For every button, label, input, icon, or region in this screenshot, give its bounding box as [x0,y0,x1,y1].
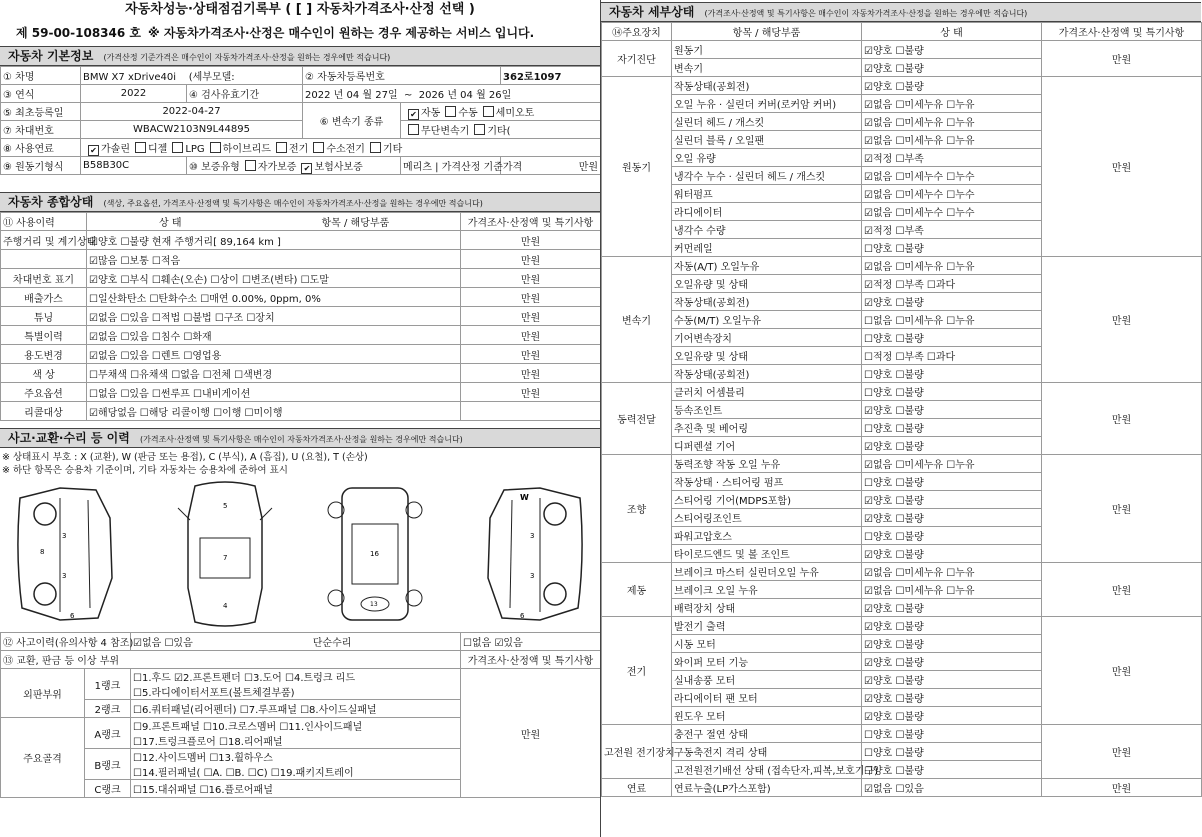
detail-group-name: 동력전달 [602,383,672,455]
detail-item: 작동상태(공회전) [672,77,862,95]
detail-price-unit: 만원 [1042,77,1202,257]
car-side-right-diagram [450,478,600,630]
warranty-label: ⑩ 보증유형 [189,161,240,173]
svg-text:3: 3 [530,572,535,580]
detail-item: 추진축 및 베어링 [672,419,862,437]
detail-row [602,617,1202,635]
detail-item: 파워고압호스 [672,527,862,545]
accident-table [0,632,601,798]
col-item: 항목 / 해당부품 [321,218,390,229]
fuel-etc-checkbox[interactable] [370,142,381,153]
detail-item: 라디에이터 팬 모터 [672,689,862,707]
exchange-label: ⑬ 교환, 판금 등 이상 부위 [1,651,461,669]
main-frame-label: 주요골격 [1,718,85,798]
detail-state: ☑양호 ☐불량 [862,617,1042,635]
detail-item: 기어변속장치 [672,329,862,347]
detail-row [602,725,1202,743]
rankB-items-cell [131,749,461,780]
detail-state: ☐양호 ☐불량 [862,725,1042,743]
overall-text: ☑많음 ☐보통 ☐적음 [87,250,461,269]
detail-price-unit: 만원 [1042,257,1202,383]
detail-item: 작동상태(공회전) [672,293,862,311]
detail-item: 자동(A/T) 오일누유 [672,257,862,275]
overall-row [1,402,601,421]
fuel-hydrogen-checkbox[interactable] [313,142,324,153]
detail-row [602,383,1202,401]
detail-price-unit: 만원 [1042,617,1202,725]
detail-item: 원동기 [672,41,862,59]
overall-price: 만원 [461,383,601,402]
rankA-items-cell [131,718,461,749]
detail-state: ☐없음 ☐미세누유 ☐누유 [862,311,1042,329]
detail-state: ☑적정 ☐부족 [862,221,1042,239]
detail-item: 충전구 절연 상태 [672,725,862,743]
fuel-hybrid-label: 하이브리드 [222,143,271,155]
warranty-self-label: 자가보증 [257,161,297,173]
car-top-diagram [150,478,300,630]
accident-history-cell [131,633,461,651]
fuel-ev-checkbox[interactable] [276,142,287,153]
trans-etc-checkbox[interactable] [474,124,485,135]
col-price: 가격조사·산정액 및 특기사항 [461,213,601,231]
detail-price-unit: 만원 [1042,725,1202,779]
fuel-opts [81,139,601,157]
detail-item: 오일 누유 · 실린더 커버(로커암 커버) [672,95,862,113]
accident-price-unit: 만원 [461,669,601,798]
detail-item: 디퍼렌셜 기어 [672,437,862,455]
detail-item: 발전기 출력 [672,617,862,635]
detail-item: 실린더 블록 / 오일팬 [672,131,862,149]
detail-item: 실내송풍 모터 [672,671,862,689]
detail-state: ☐양호 ☐불량 [862,743,1042,761]
detail-group-name: 자기진단 [602,41,672,77]
detail-price-unit: 만원 [1042,563,1202,617]
detail-col-price: 가격조사·산정액 및 특기사항 [1042,23,1202,41]
svg-text:4: 4 [223,602,228,610]
rankB-items: ☐12.사이드멤버 ☐13.휠하우스 [133,753,273,764]
overall-row [1,345,601,364]
detail-state: ☑양호 ☐불량 [862,635,1042,653]
detail-state: ☐양호 ☐불량 [862,527,1042,545]
svg-text:7: 7 [223,554,228,562]
doc-number-row [0,22,600,44]
overall-price: 만원 [461,231,601,250]
detail-item: 워터펌프 [672,185,862,203]
valid-to: 2026 년 04 월 26일 [418,90,512,101]
simple-repair-label: 단순수리 [312,638,352,649]
car-name-cell [81,67,303,85]
overall-row [1,250,601,269]
detail-item: 실린더 헤드 / 개스킷 [672,113,862,131]
reg-no-label: ② 자동차등록번호 [303,67,501,85]
detail-state: ☐양호 ☐불량 [862,761,1042,779]
detail-item: 브레이크 마스터 실린더오일 누유 [672,563,862,581]
detail-item: 시동 모터 [672,635,862,653]
svg-text:3: 3 [62,572,67,580]
fuel-lpg-label: LPG [185,143,205,155]
overall-price: 만원 [461,345,601,364]
rank2-items: ☐6.쿼터패널(리어펜더) ☐7.루프패널 ☐8.사이드실패널 [131,700,461,718]
detail-item: 고전원전기배선 상태 (접속단자,피복,보호기구) [672,761,862,779]
svg-text:16: 16 [370,550,379,558]
valid-tilde: ~ [403,90,413,101]
overall-text: ☑없음 ☐있음 ☐렌트 ☐영업용 [87,345,461,364]
car-name-label: ① 차명 [1,67,81,85]
detail-group-name: 고전원 전기장치 [602,725,672,779]
detail-item: 구동축전지 격리 상태 [672,743,862,761]
detail-table [601,22,1202,797]
reg-no: 362로1097 [501,67,601,85]
fuel-gasoline-label: 가솔린 [101,143,130,155]
fuel-hybrid-checkbox[interactable] [210,142,221,153]
detail-row [602,257,1202,275]
overall-label: 리콜대상 [1,402,87,421]
svg-text:8: 8 [40,548,45,556]
overall-label: 차대번호 표기 [1,269,87,288]
detail-price-unit: 만원 [1042,383,1202,455]
detail-row [602,563,1202,581]
insurer-name: 메리츠 [403,162,432,173]
detail-item: 오일 유량 [672,149,862,167]
warranty-self-checkbox[interactable] [245,160,256,171]
base-price-cell: 메리츠 | 가격산정 기준가격 [401,157,501,175]
detail-item: 변속기 [672,59,862,77]
overall-text: ☑없음 ☐있음 ☐침수 ☐화재 [87,326,461,345]
fuel-gasoline-checkbox[interactable]: ✔ [88,145,99,156]
svg-text:W: W [520,493,529,502]
detail-item: 수동(M/T) 오일누유 [672,311,862,329]
detail-item: 작동상태 · 스티어링 펌프 [672,473,862,491]
detail-item: 윈도우 모터 [672,707,862,725]
detail-state: ☑양호 ☐불량 [862,545,1042,563]
detail-item: 스티어링조인트 [672,509,862,527]
detail-item: 연료누출(LP가스포함) [672,779,862,797]
detail-state: ☑양호 ☐불량 [862,59,1042,77]
overall-note: (색상, 주요옵션, 가격조사·산정액 및 특기사항은 매수인이 자동차가격조사·산정을 원하는 경우에만 적습니다) [103,199,483,208]
detail-group-name: 연료 [602,779,672,797]
rank2-label: 2랭크 [85,700,131,718]
rank1-items-2: ☐5.라디에이터서포트(볼트체결부품) [133,688,295,699]
detail-state: ☑적정 ☐부족 [862,149,1042,167]
rank1-items-cell [131,669,461,700]
accident-legend-1: ※ 상태표시 부호 : X (교환), W (판금 또는 용접), C (부식), A (흠집), U (요철), T (손상) [2,452,368,463]
overall-row [1,307,601,326]
detail-item: 라디에이터 [672,203,862,221]
year: 2022 [81,85,187,103]
detail-state: ☑없음 ☐미세누유 ☐누유 [862,455,1042,473]
detail-state: ☑양호 ☐불량 [862,599,1042,617]
year-label: ③ 연식 [1,85,81,103]
overall-price: 만원 [461,307,601,326]
fuel-lpg-checkbox[interactable] [172,142,183,153]
detail-item: 스티어링 기어(MDPS포함) [672,491,862,509]
detail-item: 작동상태(공회전) [672,365,862,383]
detail-state: ☑없음 ☐미세누유 ☐누유 [862,581,1042,599]
trans-etc-label: 기타( [487,126,511,137]
detail-state: ☑없음 ☐미세누수 ☐누수 [862,167,1042,185]
detail-state: ☑없음 ☐미세누수 ☐누수 [862,203,1042,221]
detail-header [601,2,1201,22]
rankC-items: ☐15.대쉬패널 ☐16.플로어패널 [131,780,461,798]
detail-state: ☑양호 ☐불량 [862,293,1042,311]
fuel-diesel-label: 디젤 [147,143,168,155]
basic-info-title: 자동차 기본정보 [8,49,94,63]
overall-text: ☐일산화탄소 ☐탄화수소 ☐매연 0.00%, 0ppm, 0% [87,288,461,307]
fuel-ev-label: 전기 [288,143,309,155]
base-price-label: 가격산정 기준가격 [441,162,523,173]
detail-group-name: 원동기 [602,77,672,257]
valid-period [303,85,601,103]
rank1-label: 1랭크 [85,669,131,700]
detail-col-item: 항목 / 해당부품 [672,23,862,41]
detail-state: ☑양호 ☐불량 [862,653,1042,671]
rankC-label: C랭크 [85,780,131,798]
detail-group-name: 전기 [602,617,672,725]
overall-label: 색 상 [1,364,87,383]
trans-semi-label: 세미오토 [495,107,535,119]
detail-item: 오일유량 및 상태 [672,275,862,293]
detail-price-unit: 만원 [1042,41,1202,77]
overall-table [0,212,601,421]
overall-price: 만원 [461,269,601,288]
rankA-items-2: ☐17.트렁크플로어 ☐18.리어패널 [133,737,283,748]
trans-opts-row2 [401,121,601,139]
car-side-left-diagram [0,478,150,630]
detail-state: ☐양호 ☐불량 [862,329,1042,347]
document-title: 자동차성능·상태점검기록부 ( [ ] 자동차가격조사·산정 선택 ) [125,2,475,17]
detail-state: ☑없음 ☐미세누유 ☐누유 [862,95,1042,113]
detail-section [600,0,1201,837]
col-use: ⑪ 사용이력 [1,213,87,231]
detail-item: 오일유량 및 상태 [672,347,862,365]
detail-item: 등속조인트 [672,401,862,419]
overall-text: ☐무채색 ☐유채색 ☐없음 ☐전체 ☐색변경 [87,364,461,383]
detail-col-state: 상 태 [862,23,1042,41]
overall-price: 만원 [461,250,601,269]
overall-text: ☑없음 ☐있음 ☐적법 ☐불법 ☐구조 ☐장치 [87,307,461,326]
engine: B58B30C [81,157,187,175]
overall-label: 특별이력 [1,326,87,345]
first-reg: 2022-04-27 [81,103,303,121]
detail-state: ☑양호 ☐불량 [862,689,1042,707]
sub-model-label: (세부모델: [188,72,235,83]
detail-group-name: 제동 [602,563,672,617]
rankA-items: ☐9.프론트패널 ☐10.크로스멤버 ☐11.인사이드패널 [133,722,363,733]
svg-text:3: 3 [530,532,535,540]
trans-label: ⑥ 변속기 종류 [303,103,401,139]
overall-text: ☑양호 ☐불량 현재 주행거리[ 89,164 km ] [87,231,461,250]
overall-price: 만원 [461,364,601,383]
accident-history-label: ⑫ 사고이력(유의사항 4 참조) [1,633,131,651]
detail-state: ☑없음 ☐미세누유 ☐누유 [862,563,1042,581]
overall-label [1,250,87,269]
overall-row [1,269,601,288]
basic-info-table [0,66,601,175]
basic-info-header [0,46,600,66]
detail-state: ☐적정 ☐부족 ☐과다 [862,347,1042,365]
rankB-label: B랭크 [85,749,131,780]
overall-price [461,402,601,421]
detail-state: ☑양호 ☐불량 [862,491,1042,509]
detail-item: 냉각수 수량 [672,221,862,239]
detail-state: ☑양호 ☐불량 [862,77,1042,95]
detail-item: 브레이크 오일 누유 [672,581,862,599]
overall-label: 용도변경 [1,345,87,364]
warranty-insurer-checkbox[interactable]: ✔ [301,163,312,174]
detail-state: ☐양호 ☐불량 [862,365,1042,383]
detail-state: ☑양호 ☐불량 [862,707,1042,725]
accident-legend-2: ※ 하단 항목은 승용차 기준이며, 기타 자동차는 승용차에 준하여 표시 [2,465,288,476]
accident-header [0,428,600,448]
detail-state: ☐양호 ☐불량 [862,419,1042,437]
simple-repair-opts: ☐없음 ☑있음 [461,633,601,651]
detail-state: ☑없음 ☐있음 [862,779,1042,797]
doc-number: 제 59-00-108346 호 [16,26,141,40]
detail-item: 동력조향 작동 오일 누유 [672,455,862,473]
doc-note: ※ 자동차가격조사·산정은 매수인이 원하는 경우 제공하는 서비스 입니다. [148,26,535,40]
svg-text:5: 5 [223,502,228,510]
trans-auto-checkbox[interactable]: ✔ [408,109,419,120]
detail-col-device: ⑭주요장치 [602,23,672,41]
detail-state: ☑양호 ☐불량 [862,509,1042,527]
vin-label: ⑦ 차대번호 [1,121,81,139]
svg-text:13: 13 [370,601,378,608]
fuel-label: ⑧ 사용연료 [1,139,81,157]
overall-text: ☑해당없음 ☐해당 리콜이행 ☐이행 ☐미이행 [87,402,461,421]
detail-state: ☑없음 ☐미세누유 ☐누유 [862,257,1042,275]
detail-item: 배력장치 상태 [672,599,862,617]
detail-group-name: 조향 [602,455,672,563]
warranty-cell [187,157,401,175]
vin: WBACW2103N9L44895 [81,121,303,139]
trans-manual-checkbox[interactable] [445,106,456,117]
car-name: BMW X7 xDrive40i [83,72,177,83]
detail-row [602,41,1202,59]
accident-title: 사고·교환·수리 등 이력 [8,431,130,445]
outer-panel-label: 외판부위 [1,669,85,718]
svg-text:6: 6 [520,612,525,620]
detail-state: ☑양호 ☐불량 [862,41,1042,59]
rankA-label: A랭크 [85,718,131,749]
detail-title: 자동차 세부상태 [609,5,695,19]
detail-state: ☑없음 ☐미세누수 ☐누수 [862,185,1042,203]
overall-label: 주요옵션 [1,383,87,402]
overall-row [1,231,601,250]
basic-info-note: (가격산정 기준가격은 매수인이 자동차가격조사·산정을 원하는 경우에만 적습니다) [103,53,391,62]
base-price-unit: 만원 [501,157,601,175]
detail-state: ☑없음 ☐미세누유 ☐누유 [862,113,1042,131]
detail-item: 클러치 어셈블리 [672,383,862,401]
detail-item: 냉각수 누수 · 실린더 헤드 / 개스킷 [672,167,862,185]
detail-price-unit: 만원 [1042,455,1202,563]
detail-state: ☑양호 ☐불량 [862,401,1042,419]
overall-row [1,383,601,402]
overall-label: 주행거리 및 계기상태 [1,231,87,250]
accident-history-opts: ☑없음 ☐있음 [133,638,193,649]
overall-row [1,326,601,345]
accident-note: (가격조사·산정액 및 특기사항은 매수인이 자동차가격조사·산정을 원하는 경우에만 적습니다) [140,435,463,444]
overall-row [1,288,601,307]
overall-text: ☑양호 ☐부식 ☐훼손(오손) ☐상이 ☐변조(변타) ☐도말 [87,269,461,288]
fuel-diesel-checkbox[interactable] [135,142,146,153]
overall-row [1,364,601,383]
detail-item: 와이퍼 모터 기능 [672,653,862,671]
first-reg-label: ⑤ 최초등록일 [1,103,81,121]
warranty-insurer-label: 보험사보증 [314,161,363,173]
valid-label: ④ 검사유효기간 [187,85,303,103]
trans-cvt-checkbox[interactable] [408,124,419,135]
trans-semi-checkbox[interactable] [483,106,494,117]
detail-price-unit: 만원 [1042,779,1202,797]
detail-state: ☐양호 ☐불량 [862,473,1042,491]
rankB-items-2: ☐14.필러패널( ☐A. ☐B. ☐C) ☐19.패키지트레이 [133,768,354,779]
detail-row [602,779,1202,797]
detail-item: 타이로드엔드 및 볼 조인트 [672,545,862,563]
detail-row [602,77,1202,95]
detail-item: 커먼레일 [672,239,862,257]
overall-label: 배출가스 [1,288,87,307]
overall-title: 자동차 종합상태 [8,195,94,209]
detail-state: ☐양호 ☐불량 [862,239,1042,257]
trans-opts-row1 [401,103,601,121]
trans-manual-label: 수동 [458,107,478,119]
fuel-hydrogen-label: 수소전기 [326,143,365,155]
overall-text: ☐없음 ☐있음 ☐썬루프 ☐내비게이션 [87,383,461,402]
overall-price: 만원 [461,326,601,345]
overall-label: 튜닝 [1,307,87,326]
detail-group-name: 변속기 [602,257,672,383]
detail-state: ☑양호 ☐불량 [862,671,1042,689]
detail-state: ☐양호 ☐불량 [862,383,1042,401]
detail-state: ☑없음 ☐미세누유 ☐누유 [862,131,1042,149]
detail-row [602,455,1202,473]
fuel-etc-label: 기타 [382,143,403,155]
trans-auto-label: 자동 [421,107,441,119]
col-state-item [87,213,461,231]
svg-text:6: 6 [70,612,75,620]
valid-from: 2022 년 04 월 27일 [305,90,398,101]
overall-price: 만원 [461,288,601,307]
detail-state: ☑적정 ☐부족 ☐과다 [862,275,1042,293]
car-frame-diagram [300,478,450,630]
overall-header [0,192,600,212]
svg-text:3: 3 [62,532,67,540]
col-state: 상 태 [159,218,182,229]
exchange-price-label: 가격조사·산정액 및 특기사항 [461,651,601,669]
rank1-items: ☐1.후드 ☑2.프론트펜더 ☐3.도어 ☐4.트렁크 리드 [133,673,355,684]
engine-label: ⑨ 원동기형식 [1,157,81,175]
detail-state: ☑양호 ☐불량 [862,437,1042,455]
detail-note: (가격조사·산정액 및 특기사항은 매수인이 자동차가격조사·산정을 원하는 경우에만 적습니다) [704,9,1028,18]
trans-cvt-label: 무단변속기 [421,126,470,137]
